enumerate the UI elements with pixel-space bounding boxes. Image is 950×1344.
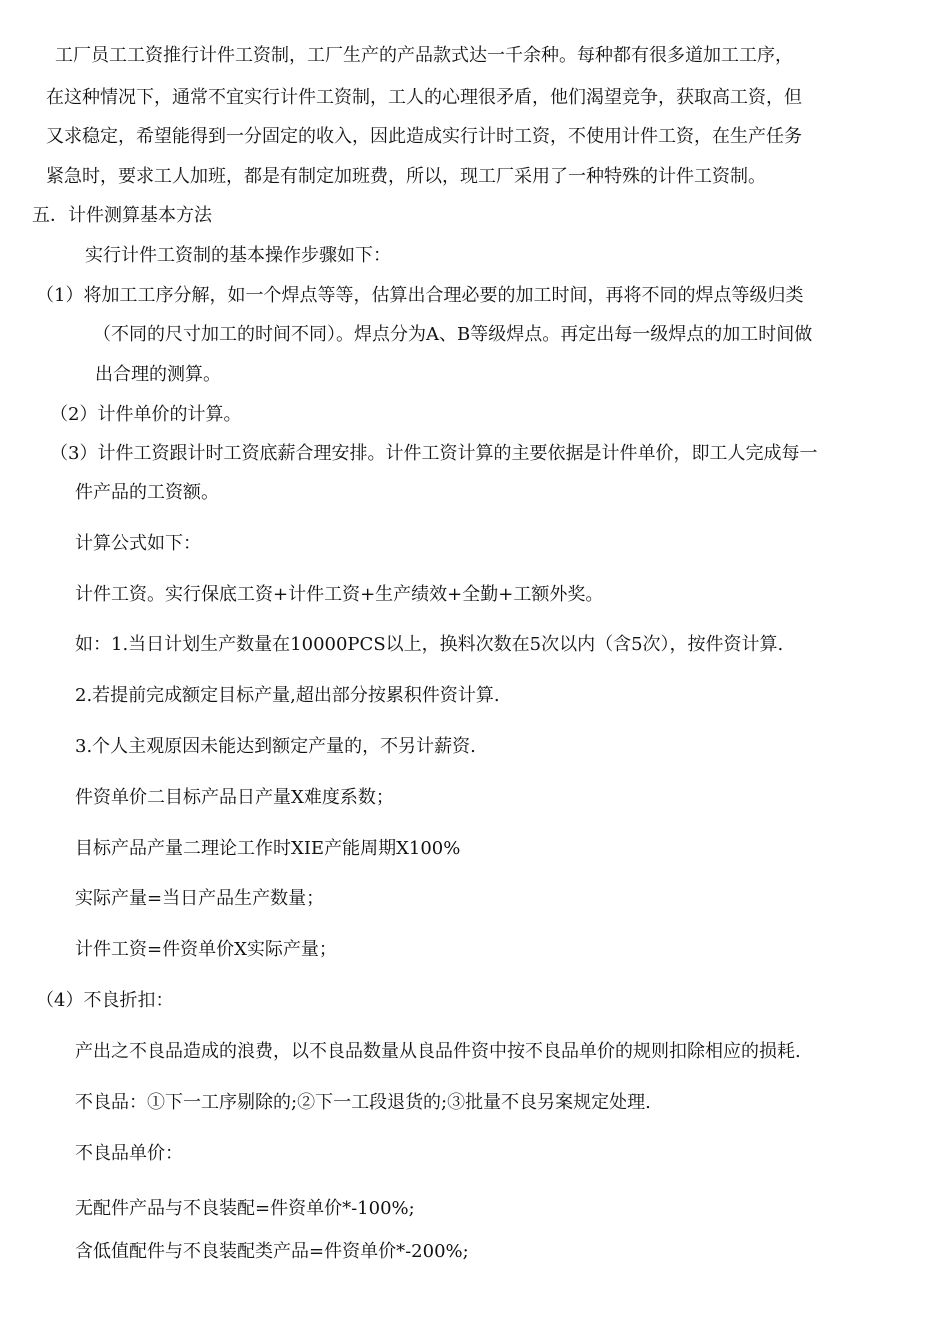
intro-line-2: 在这种情况下，通常不宜实行计件工资制，工人的心理很矛盾，他们渴望竞争，获取高工资，但 — [46, 87, 802, 108]
defect-line-1: 产出之不良品造成的浪费，以不良品数量从良品件资中按不良品单价的规则扣除相应的损耗. — [75, 1041, 801, 1062]
defect-line-3: 不良品单价： — [75, 1143, 183, 1164]
step4: （4）不良折扣： — [36, 990, 174, 1011]
step2: （2）计件单价的计算。 — [50, 404, 242, 425]
formula-line-5: 件资单价二目标产品日产量X难度系数； — [75, 787, 394, 808]
intro-line-3: 又求稳定，希望能得到一分固定的收入，因此造成实行计时工资，不使用计件工资，在生产任务 — [46, 126, 802, 147]
formula-line-6: 目标产品产量二理论工作时XIE产能周期X100% — [75, 838, 461, 859]
defect-line-2: 不良品：①下一工序剔除的;②下一工段退货的;③批量不良另案规定处理. — [75, 1092, 651, 1113]
formula-line-4: 3.个人主观原因未能达到额定产量的，不另计薪资. — [75, 736, 476, 757]
step3-line-1: （3）计件工资跟计时工资底薪合理安排。计件工资计算的主要依据是计件单价，即工人完成每一 — [50, 443, 818, 464]
step1-line-2: （不同的尺寸加工的时间不同）。焊点分为A、B等级焊点。再定出每一级焊点的加工时间做 — [93, 324, 813, 345]
intro-line-4: 紧急时，要求工人加班，都是有制定加班费，所以，现工厂采用了一种特殊的计件工资制。 — [46, 166, 766, 187]
defect-line-5: 含低值配件与不良装配类产品=件资单价*-200%; — [75, 1241, 469, 1262]
formula-line-8: 计件工资=件资单价X实际产量； — [75, 939, 337, 960]
step3-line-2: 件产品的工资额。 — [75, 482, 219, 503]
step1-line-1: （1）将加工工序分解，如一个焊点等等，估算出合理必要的加工时间，再将不同的焊点等级归类 — [36, 285, 804, 306]
formula-intro: 计算公式如下： — [75, 533, 201, 554]
formula-line-7: 实际产量=当日产品生产数量； — [75, 888, 325, 909]
defect-line-4: 无配件产品与不良装配=件资单价*-100%; — [75, 1198, 415, 1219]
section-heading: 五．计件测算基本方法 — [32, 205, 212, 226]
formula-line-2: 如：1.当日计划生产数量在10000PCS以上，换料次数在5次以内（含5次），按件资计算. — [75, 634, 784, 655]
step1-line-3: 出合理的测算。 — [95, 364, 221, 385]
formula-line-3: 2.若提前完成额定目标产量,超出部分按累积件资计算. — [75, 685, 500, 706]
formula-line-1: 计件工资。实行保底工资+计件工资+生产绩效+全勤+工额外奖。 — [75, 584, 604, 605]
section-intro: 实行计件工资制的基本操作步骤如下： — [85, 245, 391, 266]
intro-line-1: 工厂员工工资推行计件工资制，工厂生产的产品款式达一千余种。每种都有很多道加工工序， — [55, 45, 793, 66]
